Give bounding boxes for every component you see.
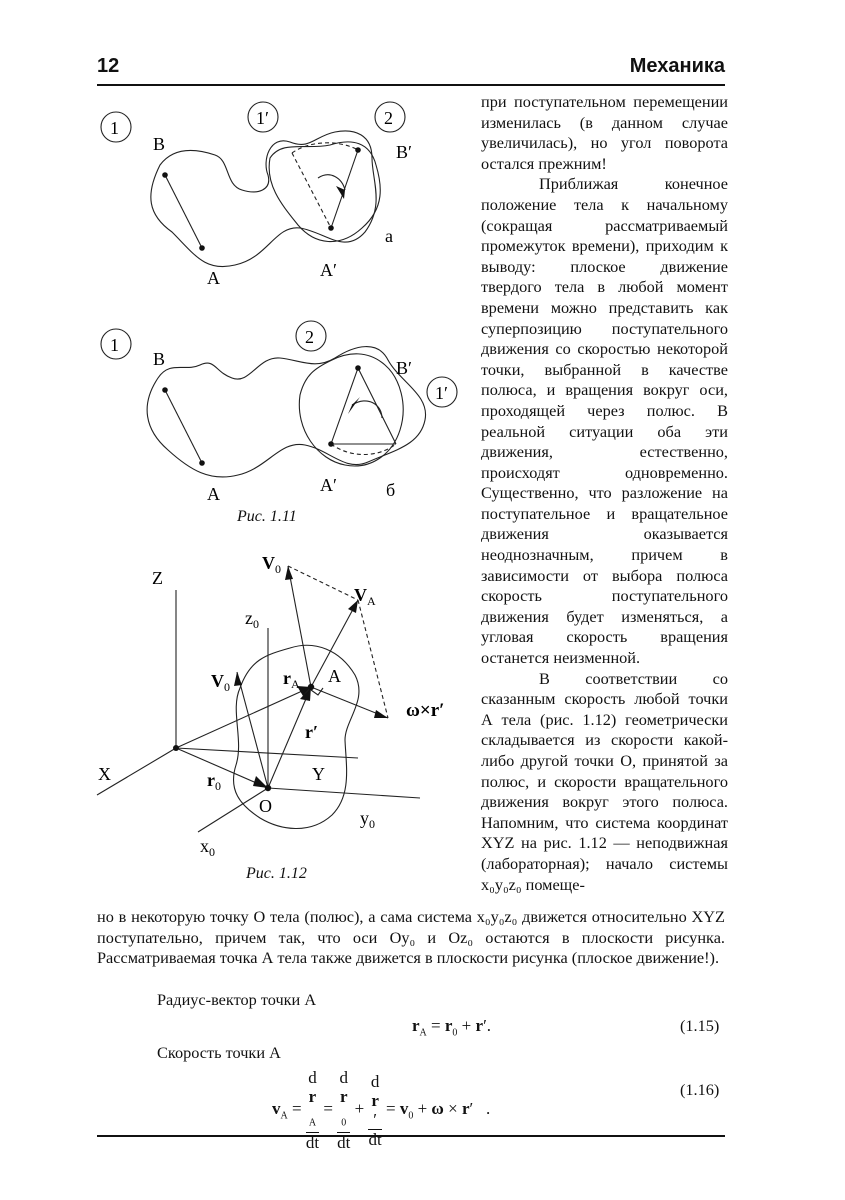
vector-v0-at-a [288, 566, 311, 687]
label-panel-a: а [385, 226, 393, 246]
label-pos2-a: 2 [384, 108, 393, 128]
segment-dashed-a [292, 153, 331, 228]
rotation-arrow-a [336, 186, 345, 199]
vector-r0 [176, 748, 268, 788]
label-ap-b: A′ [320, 475, 337, 495]
paragraph-3: В соответствии со сказанным скорость любой точки А тела (рис. 1.12) геометрически складывается из скорости какой-либо другой точки О, принятой за полюс, и скорости вращательного движения вокруг этого полюса. Напомним, что система координат XYZ на рис. 1.12 — неподвижная (лабораторная); начало системы x₀y₀z₀ помеще- [481, 668, 728, 894]
rotation-arc-b [352, 401, 382, 418]
label-a-b: A [207, 484, 220, 504]
figure-1-11-caption: Рис. 1.11 [237, 508, 297, 525]
equation-1-16: $v_A$ = d r $_A$ dt = d r $_0$ dt + d r ′ dt = $v_0 + \omega \times r'$ . [272, 1068, 491, 1153]
label-bp-b: B′ [396, 358, 412, 378]
label-pos2-b: 2 [305, 327, 314, 347]
footer-rule [97, 1135, 725, 1137]
equation-1-16-number: (1.16) [680, 1080, 720, 1099]
rotation-arc-a [318, 175, 345, 190]
page-number: 12 [97, 55, 120, 77]
axis-x0 [198, 788, 268, 832]
arrowhead-v0-a [285, 566, 293, 580]
vector-v0-at-o [237, 672, 268, 788]
full-width-text [97, 907, 725, 969]
radius-vector-label: Радиус-вектор точки А [157, 990, 317, 1009]
right-column-text [481, 92, 728, 895]
label-omega-cross-r: ω×r′ [406, 700, 445, 721]
label-a: A [328, 666, 341, 686]
label-o: O [259, 796, 272, 816]
label-x0: $x_0$ [200, 836, 215, 859]
label-z0: $z_0$ [245, 608, 259, 631]
label-b-b: B [153, 349, 166, 369]
label-bp-a: B′ [396, 142, 412, 162]
label-va: $V_A$ [354, 585, 376, 608]
rotation-arrow-b [348, 397, 360, 414]
label-pos1-a: 1 [110, 118, 119, 138]
label-y0: $y_0$ [360, 808, 375, 831]
label-v0-left: $V_0$ [211, 671, 230, 694]
label-pos1p-b: 1′ [435, 383, 448, 403]
equation-1-15-number: (1.15) [680, 1016, 720, 1035]
body-outline-a1 [151, 131, 376, 267]
body-outline-b1 [147, 347, 425, 477]
label-panel-b: б [386, 480, 396, 500]
label-rp: r′ [305, 722, 319, 742]
section-title: Механика [629, 55, 725, 77]
body-outline-a2 [269, 142, 380, 242]
axis-y [176, 748, 358, 758]
label-v0-top: $V_0$ [262, 553, 281, 576]
paragraph-1: при поступательном перемещении изменилась (в данном случае увеличилась), но угол поворота остался прежним! [481, 92, 728, 173]
label-r0: $r_0$ [207, 770, 221, 793]
velocity-label: Скорость точки А [157, 1043, 281, 1062]
paragraph-2: Приближая конечное положение тела к начальному (сокращая рассматриваемый промежуток времени), приходим к выводу: плоское движение твердого тела в любой момент времени можно представить как суперпозицию поступательного движения со скоростью некоторой точки, выбранной в качестве полюса, и вращения вокруг оси, проходящей через полюс. В реальной ситуации оба эти движения, естественно, происходят одновременно. Существенно, что разложение на поступательное и вращательное движения оказывается неоднозначным, причем в зависимости от выбора полюса скорость поступательного движения будет изменяться, а угловая скорость вращения останется неизменной. [481, 174, 728, 668]
label-a-a: A [207, 268, 220, 288]
paragraph-4: но в некоторую точку О тела (полюс), а сама система x₀y₀z₀ движется относительно XYZ поступательно, причем так, что оси Oy₀ и Oz₀ остаются в плоскости рисунка. Рассматриваемая точка А тела также движется в плоскости рисунка (плоское движение!). [97, 907, 725, 968]
dashed-v0-va [288, 566, 358, 600]
dashed-va-wr [358, 600, 388, 718]
segment-apbp-b [331, 368, 358, 444]
label-ra: $r_A$ [283, 668, 300, 691]
label-ap-a: A′ [320, 260, 337, 280]
label-y: Y [312, 764, 325, 784]
figure-1-12-caption: Рис. 1.12 [246, 865, 307, 882]
label-pos1p-a: 1′ [256, 108, 269, 128]
label-b-a: B [153, 134, 166, 154]
equation-1-15: $r_A = r_0 + r'$. [412, 1016, 492, 1039]
label-x: X [98, 764, 111, 784]
segment-ab-a [165, 175, 202, 248]
label-pos1-b: 1 [110, 335, 119, 355]
label-z: Z [152, 568, 163, 588]
